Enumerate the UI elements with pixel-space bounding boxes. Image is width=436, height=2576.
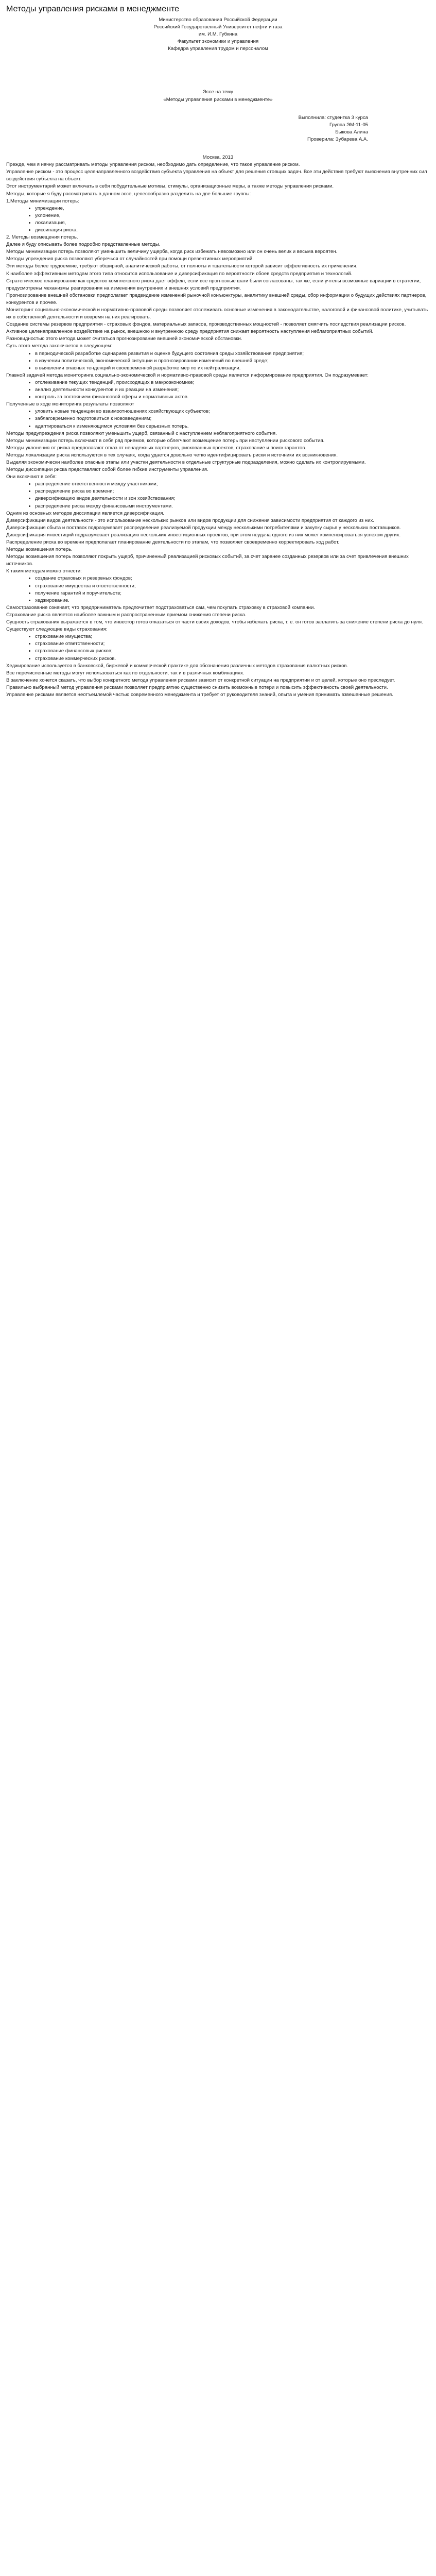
faculty-line: Факультет экономики и управления [177,39,259,45]
body-paragraph: Методы диссипации риска представляют собой более гибкие инструменты управления. [6,467,208,473]
essay-body [6,161,430,699]
body-paragraph: Далее я буду описывать более подробно представленные методы. [6,242,161,248]
checked-line: Проверила: Зубарева А.А. [307,136,368,142]
bullet-item: • локализация, [35,219,430,227]
bullet-list [6,575,430,604]
body-paragraph: Они включают в себя: [6,474,57,480]
body-paragraph: Разновидностью этого метода может считаться прогнозирование внешней экономической обстановки. [6,336,242,342]
named-after-line: им. И.М. Губкина [198,31,238,38]
bullet-item: • страхование коммерческих рисков. [35,655,430,663]
body-paragraph: Создание системы резервов предприятия - страховых фондов, материальных запасов, производственных мощностей - позволяет смягчить последствия реализации рисков. [6,321,406,328]
bullet-item: • страхование имущества и ответственности; [35,583,430,590]
body-paragraph: Методы локализации риска используются в тех случаях, когда удается довольно четко идентифицировать риски и источники их возникновения. [6,452,338,458]
bullet-list [6,350,430,372]
bullet-item: • диссипация риска. [35,227,430,234]
body-paragraph: Выделяя экономически наиболее опасные этапы или участки деятельности в отдельные структурные подразделения, можно сделать их контролируемыми. [6,459,366,465]
bullet-item: • уклонение, [35,212,430,219]
body-paragraph: Методы возмещения потерь. [6,547,73,553]
body-paragraph: Методы упреждения риска позволяют уберечься от случайностей при помощи превентивных мероприятий. [6,256,254,262]
body-paragraph: Этот инструментарий может включать в себя побудительные мотивы, стимулы, организационные меры, а также методы управления рисками. [6,183,334,190]
body-paragraph: Методы уклонения от риска предполагают отказ от ненадежных партнеров, рискованных проектов, страхование и поиск гарантов. [6,445,306,451]
student-line: Быкова Алина [335,129,368,135]
bullet-item: • страхование имущества; [35,633,430,640]
group-line: Группа ЭМ-11-05 [329,122,368,128]
bullet-item: • страхование ответственности; [35,640,430,648]
body-paragraph: Полученные в ходе мониторинга результаты позволяют [6,401,134,408]
body-paragraph: Сущность страхования выражается в том, что инвестор готов отказаться от части своих доходов, чтобы избежать риска, т. е. он готов заплатить за снижение степени риска до нуля. [6,619,423,625]
body-paragraph: Правильно выбранный метод управления рисками позволяет предприятию существенно снизить возможные потери и повысить эффективность своей деятельности. [6,684,388,690]
body-paragraph: В заключение хочется сказать, что выбор конкретного метода управления рисками зависит от конкретной ситуации на предприятии и от целей, которые оно преследует. [6,677,395,683]
bullet-item: • распределение риска между финансовыми инструментами. [35,503,430,510]
body-paragraph: 2. Методы возмещения потерь. [6,234,78,241]
document-title: Методы управления рисками в менеджменте [6,5,180,13]
bullet-item: • распределение ответственности между участниками; [35,481,430,488]
bullet-item: • отслеживание текущих тенденций, происходящих в макроэкономике; [35,379,430,386]
body-paragraph: Суть этого метода заключается в следующем: [6,343,113,349]
department-line: Кафедра управления трудом и персоналом [168,46,268,52]
body-paragraph: Прогнозирование внешней обстановки предполагает предвидение изменений рыночной конъюнктуры, аналитику внешней среды, сбор информации о будущих действиях партнеров, конкурентов и прочее. [6,292,427,306]
body-paragraph: Методы минимизации потерь включают в себя ряд приемов, которые облегчают возмещение потерь при наступлении рискового события. [6,437,325,444]
body-paragraph: Активное целенаправленное воздействие на рынок, внешнюю и внутреннюю среду предприятия снижает вероятность наступления неблагоприятных событий. [6,329,374,335]
bullet-item: • хеджирование. [35,597,430,604]
bullet-list [6,205,430,234]
body-paragraph: Методы возмещения потерь позволяют покрыть ущерб, причиненный реализацией рисковых событий, за счет заранее созданных резервов или за счет привлечения внешних источников. [6,554,409,567]
bullet-item: • контроль за состоянием финансовой сферы и нормативных актов. [35,394,430,401]
city-year-line: Москва, 2013 [202,155,234,161]
body-paragraph: Распределение риска во времени предполагает планирование деятельности по этапам, что позволяет своевременно корректировать ход работ. [6,539,340,545]
body-paragraph: Хеджирование используется в банковской, биржевой и коммерческой практике для обозначения различных методов страхования валютных рисков. [6,663,348,669]
body-paragraph: Самострахование означает, что предприниматель предпочитает подстраховаться сам, чем покупать страховку в страховой компании. [6,604,316,611]
body-paragraph: 1.Методы минимизации потерь: [6,198,79,204]
bullet-list [6,481,430,510]
body-paragraph: К таким методам можно отнести: [6,568,82,574]
body-paragraph: Существуют следующие виды страхования: [6,626,108,633]
essay-label: Эссе на тему [203,89,233,95]
performer-line: Выполнила: студентка 3 курса [298,114,368,121]
bullet-item: • диверсификацию видов деятельности и зон хозяйствования; [35,495,430,502]
bullet-item: • адаптироваться к изменяющимся условиям без серьезных потерь. [35,423,430,430]
body-paragraph: Прежде, чем я начну рассматривать методы управления риском, необходимо дать определение, что такое управление риском. [6,162,300,168]
bullet-list [6,633,430,662]
body-paragraph: Страхование риска является наиболее важным и распространенным приемом снижения степени риска. [6,612,247,618]
bullet-item: • получение гарантий и поручительств; [35,590,430,597]
body-paragraph: Методы минимизации потерь позволяют уменьшить величину ущерба, когда риск избежать невозможно или он очень велик и весьма вероятен. [6,249,338,255]
body-paragraph: Диверсификация сбыта и поставок подразумевает распределение реализуемой продукции между несколькими потребителями и закупку сырья у нескольких поставщиков. [6,524,401,531]
body-paragraph: Диверсификация видов деятельности - это использование нескольких рынков или видов продукции для снижения зависимости предприятия от каждого из них. [6,517,374,523]
body-paragraph: Одним из основных методов диссипации является диверсификация. [6,510,165,516]
bullet-item: • страхование финансовых рисков; [35,648,430,655]
bullet-item: • анализ деятельности конкурентов и их реакции на изменения; [35,386,430,394]
body-paragraph: Управление рисками является неотъемлемой частью современного менеджмента и требует от руководителя знаний, опыта и умения принимать взвешенные решения. [6,691,393,698]
bullet-list [6,379,430,401]
body-paragraph: Стратегическое планирование как средство комплексного риска дает эффект, если все прогнозные шаги были согласованы, так же, если учтены возможные вариации в стратегии, предусмотрены механизмы реагирования на изменения внутренних и внешних условий предприятия. [6,278,421,291]
body-paragraph: Эти методы более трудоемкие, требуют обширной, аналитической работы, от полноты и тщательности которой зависит эффективность их применения. [6,263,358,269]
body-paragraph: Методы, которые я буду рассматривать в данном эссе, целесообразно разделить на две большие группы: [6,191,251,197]
body-paragraph: К наиболее эффективным методам этого типа относится использование и диверсификация по вероятности сбоев средств предприятия и технологий. [6,270,353,277]
bullet-item: • распределение риска во времени; [35,488,430,495]
body-paragraph: Методы предупреждения риска позволяют уменьшить ущерб, связанный с наступлением неблагоприятного события. [6,430,277,436]
bullet-item: • в выявлении опасных тенденций и своевременной разработке мер по их нейтрализации. [35,365,430,372]
body-paragraph: Главной задачей метода мониторинга социально-экономической и нормативно-правовой среды является информирование предприятия. Он подразумевает: [6,372,369,378]
bullet-item: • в изучении политической, экономической ситуации и прогнозировании изменений во внешней среде; [35,358,430,365]
university-line: Российский Государственный Университет нефти и газа [153,24,283,30]
bullet-item: • заблаговременно подготовиться к нововведениям; [35,415,430,422]
bullet-list [6,408,430,430]
bullet-item: • упреждение, [35,205,430,212]
body-paragraph: Мониторинг социально-экономической и нормативно-правовой среды позволяет отслеживать основные изменения в законодательстве, налоговой и финансовой политике, учитывать их в собственной деятельности и вовремя на них реагировать. [6,307,428,320]
body-paragraph: Управление риском - это процесс целенаправленного воздействия субъекта управления на объект для решения стоящих задач. Все эти действия требуют выяснения внутренних сил воздействия субъекта на объект. [6,169,427,182]
ministry-line: Министерство образования Российской Федерации [159,17,277,23]
bullet-item: • уловить новые тенденции во взаимоотношениях хозяйствующих субъектов; [35,408,430,415]
essay-topic: «Методы управления рисками в менеджменте» [163,96,273,103]
bullet-item: • в периодической разработке сценариев развития и оценке будущего состояния среды хозяйствования предприятия; [35,350,430,358]
bullet-item: • создание страховых и резервных фондов; [35,575,430,582]
body-paragraph: Диверсификация инвестиций подразумевает реализацию нескольких инвестиционных проектов, при этом неудача одного из них может компенсироваться успехом других. [6,532,401,538]
body-paragraph: Все перечисленные методы могут использоваться как по отдельности, так и в различных комбинациях. [6,670,245,676]
